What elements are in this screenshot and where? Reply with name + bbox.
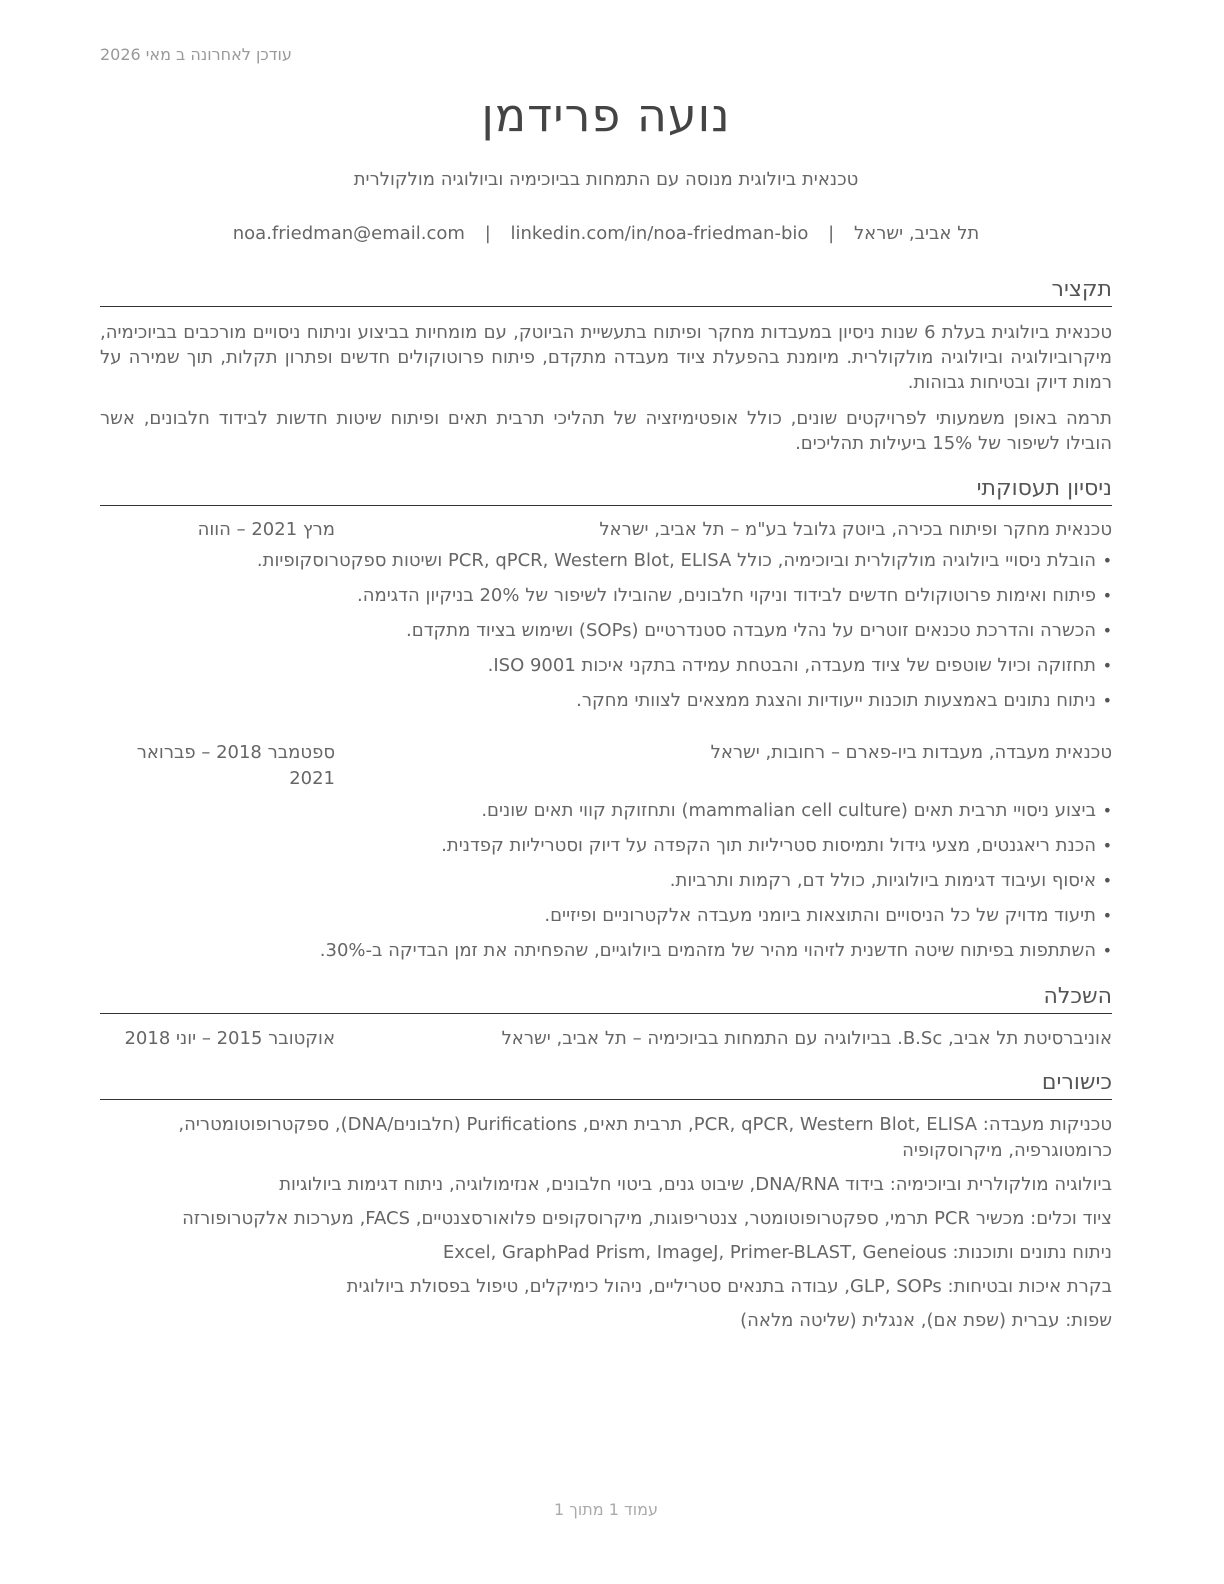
skill-line: ציוד וכלים: מכשיר PCR תרמי, ספקטרופוטומטר, צנטריפוגות, מיקרוסקופים פלואורסצנטיים, FACS, מערכות אלקטרופורזה <box>182 1208 1112 1229</box>
last-updated: עודכן לאחרונה ב מאי 2026 <box>100 45 292 64</box>
education-dates: אוקטובר 2015 – יוני 2018 <box>124 1028 335 1049</box>
education-item <box>100 1026 1112 1056</box>
skill-line: ניתוח נתונים ותוכנות: Excel, GraphPad Prism, ImageJ, Primer-BLAST, Geneious <box>442 1242 1112 1263</box>
bullet-icon: • <box>1102 871 1112 890</box>
skills-list <box>100 1112 1112 1342</box>
list-item: • השתתפות בפיתוח שיטה חדשנית לזיהוי מהיר של מזהמים ביולוגיים, שהפחיתה את זמן הבדיקה ב-30%. <box>100 938 1112 973</box>
job-bullets <box>100 548 1112 723</box>
page-number: עמוד 1 מתוך 1 <box>554 1500 658 1519</box>
bullet-icon: • <box>1102 656 1112 675</box>
list-item: • הובלת ניסויי ביולוגיה מולקולרית וביוכימיה, כולל PCR, qPCR, Western Blot, ELISA ושיטות ספקטרוסקופיות. <box>100 548 1112 583</box>
bullet-icon: • <box>1102 586 1112 605</box>
bullet-icon: • <box>1102 941 1112 960</box>
education-degree: אוניברסיטת תל אביב, B.Sc. בביולוגיה עם התמחות בביוכימיה – תל אביב, ישראל <box>501 1028 1112 1049</box>
job-bullets <box>100 798 1112 973</box>
linkedin-link[interactable]: linkedin.com/in/noa-friedman-bio <box>510 223 809 244</box>
summary-paragraph: טכנאית ביולוגית בעלת 6 שנות ניסיון במעבדות מחקר ופיתוח בתעשיית הביוטק, עם מומחיות בביצוע וניתוח ניסויים מורכבים בביוכימיה, מיקרוביולוגיה וביולוגיה מולקולרית. מיומנת בהפעלת ציוד מעבדה מתקדם, פיתוח פרוטוקולים חדשים ופתרון תקלות, תוך שמירה על רמות דיוק ובטיחות גבוהות. <box>100 322 1112 393</box>
job-title: טכנאית מחקר ופיתוח בכירה, ביוטק גלובל בע"מ – תל אביב, ישראל <box>599 519 1112 540</box>
skill-line: ביולוגיה מולקולרית וביוכימיה: בידוד DNA/RNA, שיבוט גנים, ביטוי חלבונים, אנזימולוגיה, ניתוח דגימות ביולוגיות <box>279 1174 1112 1195</box>
section-title-skills: כישורים <box>100 1069 1112 1100</box>
location: תל אביב, ישראל <box>853 223 980 244</box>
list-item: • ביצוע ניסויי תרבית תאים (mammalian cell culture) ותחזוקת קווי תאים שונים. <box>100 798 1112 833</box>
skill-line: טכניקות מעבדה: PCR, qPCR, Western Blot, ELISA, תרבית תאים, Purifications (חלבונים/DNA), ספקטרופוטומטריה, כרומטוגרפיה, מיקרוסקופיה <box>178 1114 1112 1161</box>
bullet-icon: • <box>1102 551 1112 570</box>
candidate-name: נועה פרידמן <box>481 88 731 142</box>
bullet-icon: • <box>1102 836 1112 855</box>
resume-page <box>100 0 1112 1584</box>
section-title-summary: תקציר <box>100 276 1112 307</box>
list-item: • ניתוח נתונים באמצעות תוכנות ייעודיות והצגת ממצאים לצוותי מחקר. <box>100 688 1112 723</box>
contact-separator: | <box>828 223 835 244</box>
contact-line <box>100 223 1112 244</box>
bullet-icon: • <box>1102 621 1112 640</box>
tagline: טכנאית ביולוגית מנוסה עם התמחות בביוכימיה וביולוגיה מולקולרית <box>353 169 859 190</box>
email-link[interactable]: noa.friedman@email.com <box>232 223 465 244</box>
list-item: • פיתוח ואימות פרוטוקולים חדשים לבידוד וניקוי חלבונים, שהובילו לשיפור של 20% בניקיון הדגימה. <box>100 583 1112 618</box>
job-header <box>100 740 1112 796</box>
job-dates: מרץ 2021 – הווה <box>197 519 335 540</box>
job-dates: ספטמבר 2018 – פברואר 2021 <box>136 742 335 789</box>
list-item: • תיעוד מדויק של כל הניסויים והתוצאות ביומני מעבדה אלקטרוניים ופיזיים. <box>100 903 1112 938</box>
section-title-education: השכלה <box>100 983 1112 1014</box>
bullet-icon: • <box>1102 906 1112 925</box>
job-header <box>100 517 1112 547</box>
bullet-icon: • <box>1102 801 1112 820</box>
list-item: • תחזוקה וכיול שוטפים של ציוד מעבדה, והבטחת עמידה בתקני איכות ISO 9001. <box>100 653 1112 688</box>
contact-separator: | <box>484 223 491 244</box>
list-item: • הכשרה והדרכת טכנאים זוטרים על נהלי מעבדה סטנדרטיים (SOPs) ושימוש בציוד מתקדם. <box>100 618 1112 653</box>
skill-line: שפות: עברית (שפת אם), אנגלית (שליטה מלאה) <box>740 1310 1112 1331</box>
bullet-icon: • <box>1102 691 1112 710</box>
list-item: • הכנת ריאגנטים, מצעי גידול ותמיסות סטריליות תוך הקפדה על דיוק וסטריליות קפדנית. <box>100 833 1112 868</box>
section-title-experience: ניסיון תעסוקתי <box>100 475 1112 506</box>
list-item: • איסוף ועיבוד דגימות ביולוגיות, כולל דם, רקמות ותרביות. <box>100 868 1112 903</box>
summary-paragraph: תרמה באופן משמעותי לפרויקטים שונים, כולל אופטימיזציה של תהליכי תרבית תאים ופיתוח שיטות חדשות לבידוד חלבונים, אשר הובילו לשיפור של 15% ביעילות תהליכים. <box>100 408 1112 454</box>
job-title: טכנאית מעבדה, מעבדות ביו-פארם – רחובות, ישראל <box>710 742 1112 763</box>
skill-line: בקרת איכות ובטיחות: GLP, SOPs, עבודה בתנאים סטריליים, ניהול כימיקלים, טיפול בפסולת ביולוגית <box>346 1276 1112 1297</box>
